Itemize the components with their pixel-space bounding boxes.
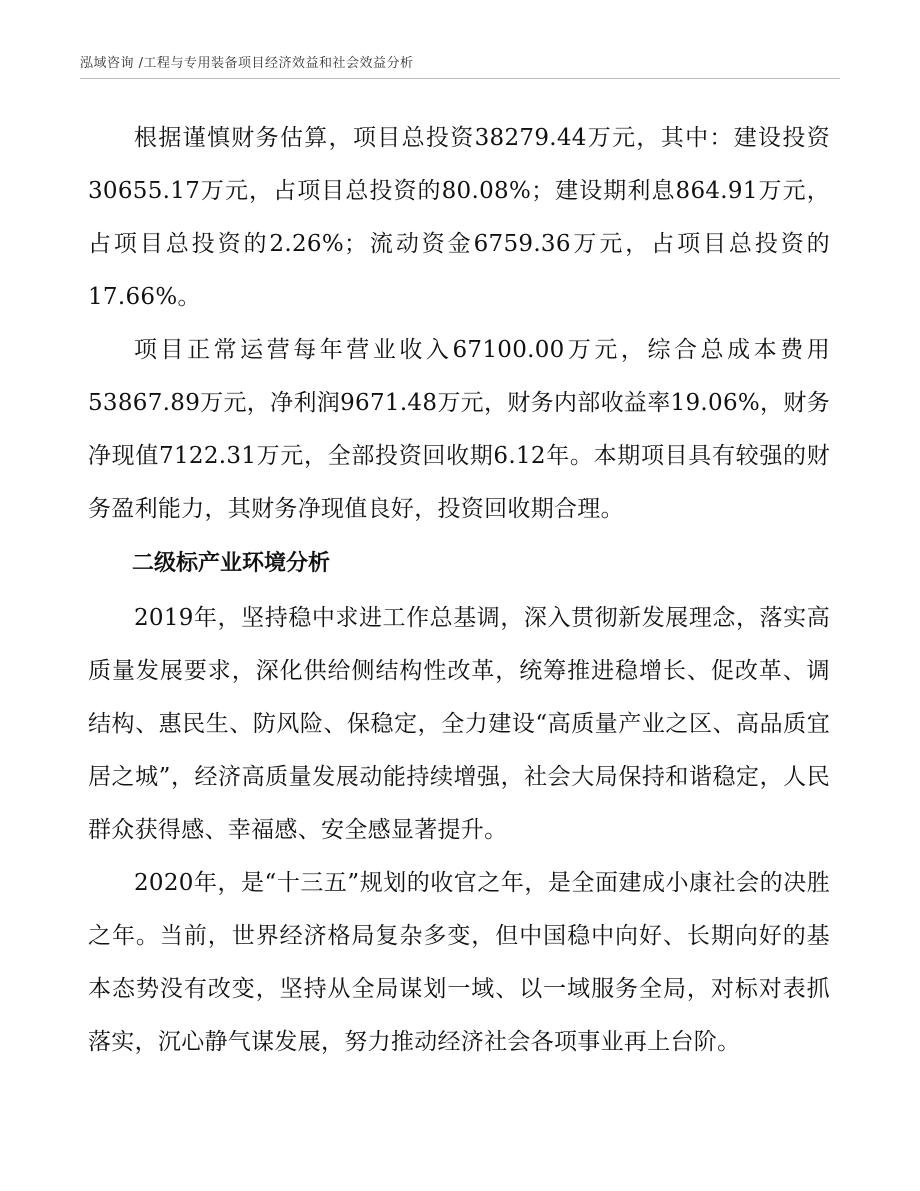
paragraph-revenue: 项目正常运营每年营业收入67100.00万元，综合总成本费用53867.89万元，净利润9671.48万元，财务内部收益率19.06%，财务净现值7122.31万元，全部投资回收期6.12年。本期项目具有较强的财务盈利能力，其财务净现值良好，投资回收期合理。 xyxy=(88,337,830,522)
paragraph-investment: 根据谨慎财务估算，项目总投资38279.44万元，其中：建设投资30655.17万元，占项目总投资的80.08%；建设期利息864.91万元，占项目总投资的2.26%；流动资金6759.36万元，占项目总投资的17.66%。 xyxy=(88,125,830,310)
header-divider xyxy=(80,78,840,79)
section-heading: 二级标产业环境分析 xyxy=(132,551,331,576)
paragraph-2019: 2019年，坚持稳中求进工作总基调，深入贯彻新发展理念，落实高质量发展要求，深化供给侧结构性改革，统筹推进稳增长、促改革、调结构、惠民生、防风险、保稳定，全力建设“高质量产业之区、高品质宜居之城”，经济高质量发展动能持续增强，社会大局保持和谐稳定，人民群众获得感、幸福感、安全感显著提升。 xyxy=(88,605,830,843)
document-body xyxy=(88,112,830,1069)
page-header: 泓域咨询 /工程与专用装备项目经济效益和社会效益分析 xyxy=(80,56,414,71)
paragraph-2020: 2020年，是“十三五”规划的收官之年，是全面建成小康社会的决胜之年。当前，世界经济格局复杂多变，但中国稳中向好、长期向好的基本态势没有改变，坚持从全局谋划一域、以一域服务全局，对标对表抓落实，沉心静气谋发展，努力推动经济社会各项事业再上台阶。 xyxy=(88,870,830,1055)
